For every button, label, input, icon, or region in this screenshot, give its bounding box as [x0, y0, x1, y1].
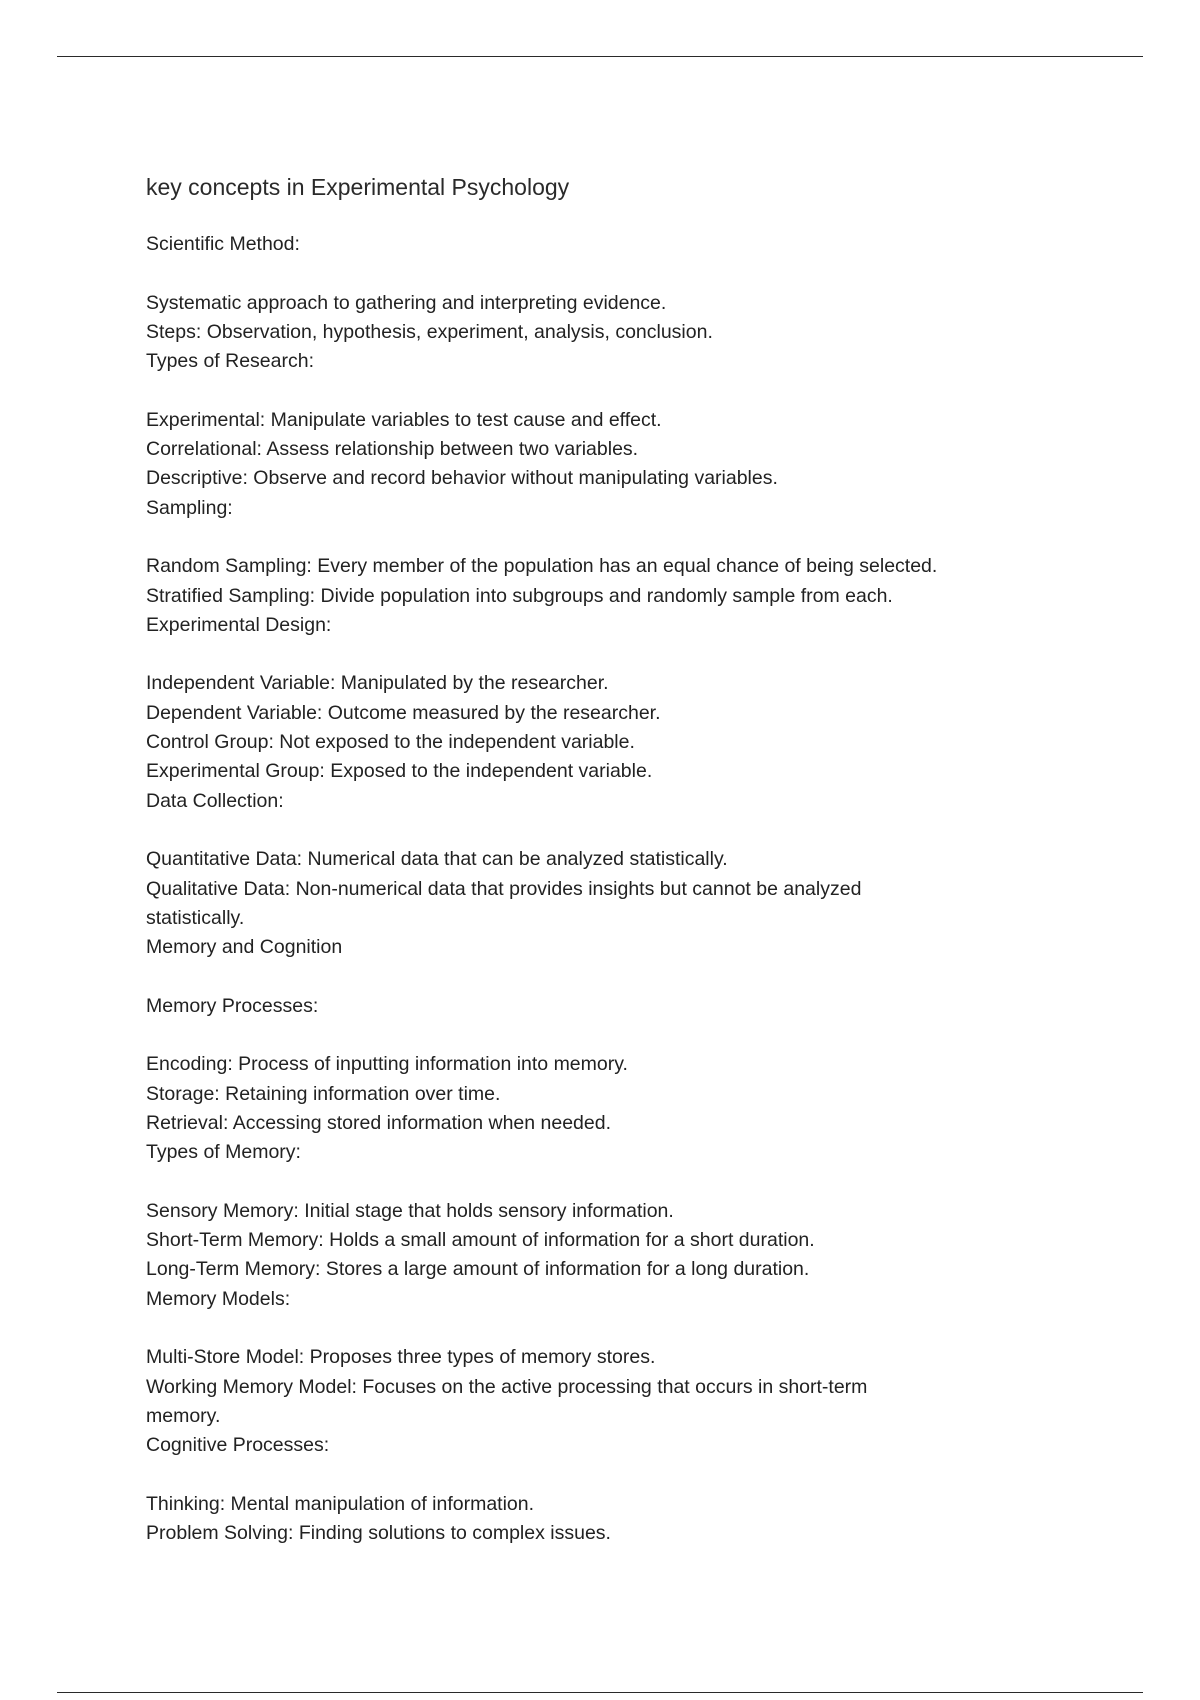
blank-line	[146, 523, 1086, 552]
text-line: Retrieval: Accessing stored information when needed.	[146, 1111, 612, 1134]
document-title: key concepts in Experimental Psychology	[146, 174, 570, 200]
text-line: Dependent Variable: Outcome measured by the researcher.	[146, 701, 661, 724]
blank-line	[146, 1314, 1086, 1343]
blank-line	[146, 1168, 1086, 1197]
document-body	[146, 170, 1086, 1548]
text-line: Short-Term Memory: Holds a small amount of information for a short duration.	[146, 1229, 815, 1252]
blank-line	[146, 376, 1086, 405]
text-line: Data Collection:	[146, 789, 284, 812]
text-line: Qualitative Data: Non-numerical data that provides insights but cannot be analyzed	[146, 877, 862, 900]
text-line: Memory Processes:	[146, 994, 319, 1017]
text-line: Experimental: Manipulate variables to test cause and effect.	[146, 408, 662, 431]
text-line: Scientific Method:	[146, 233, 300, 255]
text-line: Encoding: Process of inputting information into memory.	[146, 1053, 628, 1076]
text-line: Steps: Observation, hypothesis, experiment, analysis, conclusion.	[146, 320, 713, 343]
blank-line	[146, 816, 1086, 845]
text-line: Multi-Store Model: Proposes three types of memory stores.	[146, 1346, 656, 1369]
text-line: Thinking: Mental manipulation of information.	[146, 1492, 535, 1515]
text-line: Correlational: Assess relationship between two variables.	[146, 438, 639, 461]
text-line: Sampling:	[146, 496, 233, 519]
text-line: Independent Variable: Manipulated by the researcher.	[146, 672, 609, 695]
document-lines	[146, 230, 1086, 1548]
text-line: Problem Solving: Finding solutions to complex issues.	[146, 1522, 611, 1545]
text-line: Random Sampling: Every member of the population has an equal chance of being selected.	[146, 555, 938, 578]
text-line: Experimental Design:	[146, 613, 332, 636]
text-line: Stratified Sampling: Divide population into subgroups and randomly sample from each.	[146, 584, 893, 607]
text-line: Systematic approach to gathering and interpreting evidence.	[146, 291, 667, 314]
text-line: memory.	[146, 1404, 221, 1427]
text-line: Types of Memory:	[146, 1141, 301, 1164]
blank-line	[146, 962, 1086, 991]
text-line: Sensory Memory: Initial stage that holds sensory information.	[146, 1199, 674, 1222]
text-line: Memory and Cognition	[146, 936, 343, 959]
blank-line	[146, 1460, 1086, 1489]
text-line: Control Group: Not exposed to the independent variable.	[146, 731, 635, 754]
blank-line	[146, 259, 1086, 288]
text-line: Long-Term Memory: Stores a large amount of information for a long duration.	[146, 1258, 810, 1281]
text-line: Working Memory Model: Focuses on the active processing that occurs in short-term	[146, 1375, 868, 1398]
text-line: Storage: Retaining information over time.	[146, 1082, 501, 1105]
text-line: statistically.	[146, 906, 245, 929]
top-rule	[57, 56, 1143, 57]
text-line: Quantitative Data: Numerical data that can be analyzed statistically.	[146, 848, 728, 871]
bottom-rule	[57, 1692, 1143, 1693]
text-line: Memory Models:	[146, 1287, 291, 1310]
text-line: Types of Research:	[146, 350, 314, 373]
text-line: Descriptive: Observe and record behavior without manipulating variables.	[146, 467, 778, 490]
text-line: Cognitive Processes:	[146, 1434, 330, 1457]
blank-line	[146, 640, 1086, 669]
blank-line	[146, 1021, 1086, 1050]
text-line: Experimental Group: Exposed to the independent variable.	[146, 760, 653, 783]
